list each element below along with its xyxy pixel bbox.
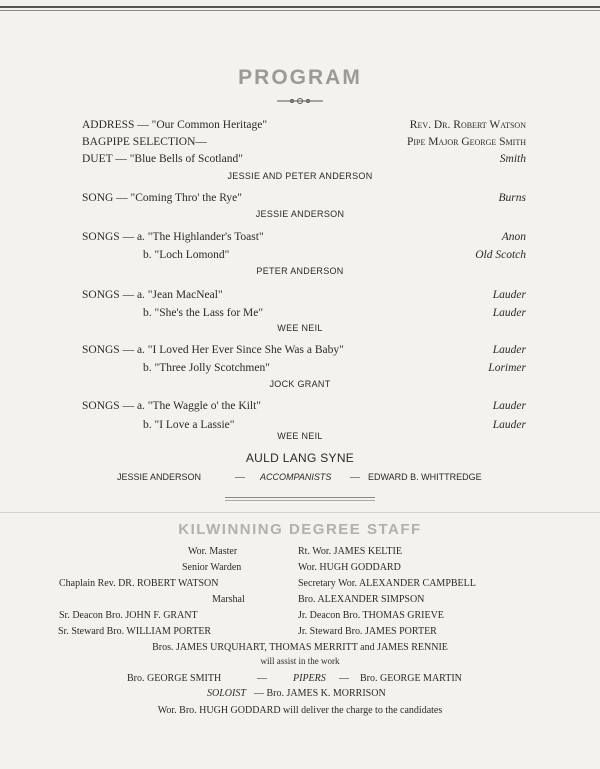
item-songs-1a-composer: Anon xyxy=(501,231,526,243)
staff-row-1-right: Rt. Wor. JAMES KELTIE xyxy=(298,546,402,557)
performer-songs-4: WEE NEIL xyxy=(277,431,323,441)
staff-row-5-right: Jr. Deacon Bro. THOMAS GRIEVE xyxy=(298,610,444,621)
accompanist-2: EDWARD B. WHITTREDGE xyxy=(368,472,482,482)
item-songs-4a-composer: Lauder xyxy=(492,400,526,412)
staff-title: KILWINNING DEGREE STAFF xyxy=(178,521,422,538)
staff-row-6-left: Sr. Steward Bro. WILLIAM PORTER xyxy=(58,626,212,637)
piper-1: Bro. GEORGE SMITH xyxy=(127,673,222,684)
staff-row-3-left: Chaplain Rev. DR. ROBERT WATSON xyxy=(59,578,219,589)
item-songs-3b: b. "Three Jolly Scotchmen" xyxy=(143,362,270,374)
staff-row-3-right: Secretary Wor. ALEXANDER CAMPBELL xyxy=(298,578,476,589)
section-divider xyxy=(225,497,375,498)
staff-assisting-brothers: Bros. JAMES URQUHART, THOMAS MERRITT and JAMES RENNIE xyxy=(152,642,448,653)
finale-title: AULD LANG SYNE xyxy=(245,451,355,465)
top-border-rule xyxy=(0,6,600,8)
item-songs-2b: b. "She's the Lass for Me" xyxy=(143,307,264,319)
item-songs-2a: SONGS — a. "Jean MacNeal" xyxy=(82,289,223,301)
item-songs-2b-composer: Lauder xyxy=(492,307,526,319)
item-songs-3a-composer: Lauder xyxy=(492,344,526,356)
soloist-name: — Bro. JAMES K. MORRISON xyxy=(254,688,386,699)
item-songs-1b-composer: Old Scotch xyxy=(475,249,526,261)
item-songs-2a-composer: Lauder xyxy=(492,289,526,301)
charge-note: Wor. Bro. HUGH GODDARD will deliver the charge to the candidates xyxy=(157,705,443,716)
staff-row-4-right: Bro. ALEXANDER SIMPSON xyxy=(298,594,425,605)
accompanists-dash-1: — xyxy=(235,472,245,483)
item-duet: DUET — "Blue Bells of Scotland" xyxy=(82,153,243,165)
staff-row-1-left: Wor. Master xyxy=(188,546,238,557)
item-address: ADDRESS — "Our Common Heritage" xyxy=(82,119,268,131)
staff-row-6-right: Jr. Steward Bro. JAMES PORTER xyxy=(298,626,437,637)
item-song-rye-composer: Burns xyxy=(498,192,526,204)
staff-row-4-left: Marshal xyxy=(212,594,245,605)
staff-row-2-left: Senior Warden xyxy=(182,562,242,573)
soloist-label: SOLOIST xyxy=(207,688,246,699)
performer-songs-3: JOCK GRANT xyxy=(269,379,331,389)
item-songs-1a: SONGS — a. "The Highlander's Toast" xyxy=(82,231,264,243)
item-bagpipe: BAGPIPE SELECTION— xyxy=(82,136,207,148)
item-address-credit: Rev. Dr. Robert Watson xyxy=(409,119,526,131)
piper-2: Bro. GEORGE MARTIN xyxy=(360,673,462,684)
accompanists-dash-2: — xyxy=(350,472,360,483)
pipers-label: PIPERS xyxy=(293,673,326,684)
item-songs-4a: SONGS — a. "The Waggle o' the Kilt" xyxy=(82,400,261,412)
item-songs-1b: b. "Loch Lomond" xyxy=(143,249,230,261)
performer-duet: JESSIE AND PETER ANDERSON xyxy=(227,171,373,181)
ornament-flourish-icon xyxy=(275,96,325,106)
top-border-rule-thin xyxy=(0,10,600,11)
performer-rye: JESSIE ANDERSON xyxy=(255,209,345,219)
pipers-dash-1: — xyxy=(257,673,267,684)
performer-songs-2: WEE NEIL xyxy=(277,323,323,333)
item-bagpipe-credit: Pipe Major George Smith xyxy=(406,136,526,148)
pipers-dash-2: — xyxy=(339,673,349,684)
item-songs-4b: b. "I Love a Lassie" xyxy=(143,419,235,431)
staff-assist-note: will assist in the work xyxy=(260,656,340,666)
item-songs-4b-composer: Lauder xyxy=(492,419,526,431)
item-duet-composer: Smith xyxy=(499,153,526,165)
accompanists-label: ACCOMPANISTS xyxy=(260,472,332,482)
staff-row-5-left: Sr. Deacon Bro. JOHN F. GRANT xyxy=(59,610,198,621)
performer-songs-1: PETER ANDERSON xyxy=(256,266,344,276)
item-songs-3b-composer: Lorimer xyxy=(488,362,526,374)
item-song-rye: SONG — "Coming Thro' the Rye" xyxy=(82,192,242,204)
section-divider-thin xyxy=(225,500,375,501)
program-title: PROGRAM xyxy=(238,66,362,89)
paper-fold-crease xyxy=(0,512,600,513)
staff-row-2-right: Wor. HUGH GODDARD xyxy=(298,562,401,573)
accompanist-1: JESSIE ANDERSON xyxy=(117,472,202,482)
item-songs-3a: SONGS — a. "I Loved Her Ever Since She Was a Baby" xyxy=(82,344,344,356)
